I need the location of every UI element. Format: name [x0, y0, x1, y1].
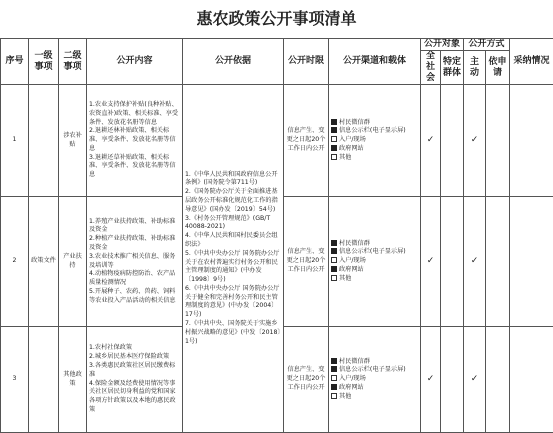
cell-method-active: ✓: [464, 85, 486, 197]
cell-level2: 涉农补贴: [59, 85, 87, 197]
cell-content: 1.农业支持保护补贴(良种补贴、农资直补)政策、相关标准、享受条件、发放花名册等信息 2.退耕还林补贴政策、相关标准、享受条件、发放花名册等信息 3.退耕还草补贴政策、相关标准、享受条件、发放花名册等信息: [87, 85, 183, 197]
checkbox-checked: [331, 240, 337, 246]
cell-level2: 产业扶持: [59, 197, 87, 327]
page-title: 惠农政策公开事项清单: [0, 0, 553, 38]
cell-obj-all: ✓: [421, 197, 441, 327]
basis-item: 1.《中华人民共和国政府信息公开条例》(国务院令第711号): [185, 171, 281, 189]
header-channel: 公开渠道和载体: [329, 39, 421, 85]
basis-item: 3.《村务公开管理规范》(GB/T 40088-2021): [185, 215, 281, 233]
cell-seq: 3: [1, 327, 29, 433]
cell-content: 1.养殖产业扶持政策、补助标准及资金 2.种植产业扶持政策、补助标准及资金 3.农业技术推广相关信息、服务及培训等 4.动植物疫病防控防治、农产品质量检测情况 5.开展种子、农药、兽药、饲料等农业投入产品活动的相关信息: [87, 197, 183, 327]
cell-seq: 2: [1, 197, 29, 327]
header-method-active: 主动: [464, 51, 486, 85]
header-level1: 一级事项: [29, 39, 59, 85]
header-basis: 公开依据: [183, 39, 284, 85]
cell-seq: 1: [1, 85, 29, 197]
checkbox-checked: [331, 366, 337, 372]
cell-method-request: [486, 327, 510, 433]
cell-obj-specific: [441, 327, 464, 433]
checkbox-checked: [331, 248, 337, 254]
basis-item: 4.《中华人民共和国村民委员会组织法》: [185, 232, 281, 250]
cell-time: 信息产生、变更之日起20个工作日内公开: [284, 85, 329, 197]
checkbox-unchecked: [331, 375, 337, 381]
checkbox-unchecked: [331, 257, 337, 263]
checkbox-checked: [331, 266, 337, 272]
checkbox-unchecked: [331, 154, 337, 160]
header-method-request: 依申请: [486, 51, 510, 85]
cell-channel: 村民微信群 信息公示栏(电子显示屏) 入户/现场 政府网站 其他: [329, 197, 421, 327]
basis-item: 6.《中共中央办公厅 国务院办公厅关于健全和完善村务公开和民主管理制度的意见》(中办发〔2004〕17号): [185, 285, 281, 320]
cell-channel: 村民微信群 信息公示栏(电子显示屏) 入户/现场 政府网站 其他: [329, 85, 421, 197]
basis-item: 5.《中共中央办公厅 国务院办公厅关于在农村普遍实行村务公开和民主管理制度的通知》(中办发〔1998〕9号): [185, 250, 281, 285]
header-obj-specific: 特定群体: [441, 51, 464, 85]
checkbox-checked: [331, 145, 337, 151]
table-row: [1, 85, 553, 197]
cell-collect: [510, 327, 553, 433]
cell-level1: [29, 327, 59, 433]
checkbox-checked: [331, 119, 337, 125]
cell-time: 信息产生、变更之日起20个工作日内公开: [284, 197, 329, 327]
checkbox-checked: [331, 358, 337, 364]
header-time: 公开时限: [284, 39, 329, 85]
basis-item: 2.《国务院办公厅关于全面推进基层政务公开标准化规范化工作的指导意见》(国办发〔2019〕54号): [185, 188, 281, 214]
checkbox-unchecked: [331, 275, 337, 281]
cell-method-active: ✓: [464, 327, 486, 433]
checkbox-checked: [331, 384, 337, 390]
cell-time: 信息产生、变更之日起20个工作日内公开: [284, 327, 329, 433]
policy-table: [0, 38, 553, 433]
header-obj-all: 全社会: [421, 51, 441, 85]
cell-channel: 村民微信群 信息公示栏(电子显示屏) 入户/现场 政府网站 其他: [329, 327, 421, 433]
cell-level1: 政策文件: [29, 197, 59, 327]
cell-obj-specific: [441, 197, 464, 327]
cell-content: 1.农村社保政策 2.城乡居民基本医疗保险政策 3.各类惠民政策社区居民缴费标准 4.保险金额及经费使用情况等事关社区居民切身利益的党和国家各项方针政策以及本地的惠民政策: [87, 327, 183, 433]
header-method: 公开方式: [464, 39, 510, 51]
cell-obj-all: ✓: [421, 327, 441, 433]
cell-method-request: [486, 197, 510, 327]
cell-collect: [510, 197, 553, 327]
checkbox-checked: [331, 127, 337, 133]
cell-obj-specific: [441, 85, 464, 197]
header-collect: 采纳情况: [510, 39, 553, 85]
header-content: 公开内容: [87, 39, 183, 85]
cell-basis: [183, 85, 284, 433]
cell-level1: [29, 85, 59, 197]
cell-level2: 其他政策: [59, 327, 87, 433]
cell-collect: [510, 85, 553, 197]
header-seq: 序号: [1, 39, 29, 85]
cell-obj-all: ✓: [421, 85, 441, 197]
cell-method-active: ✓: [464, 197, 486, 327]
header-object: 公开对象: [421, 39, 464, 51]
cell-method-request: [486, 85, 510, 197]
header-level2: 二级事项: [59, 39, 87, 85]
basis-item: 7.《中共中央、国务院关于实施乡村振兴战略的意见》(中发〔2018〕1号): [185, 320, 281, 346]
checkbox-unchecked: [331, 393, 337, 399]
checkbox-unchecked: [331, 136, 337, 142]
